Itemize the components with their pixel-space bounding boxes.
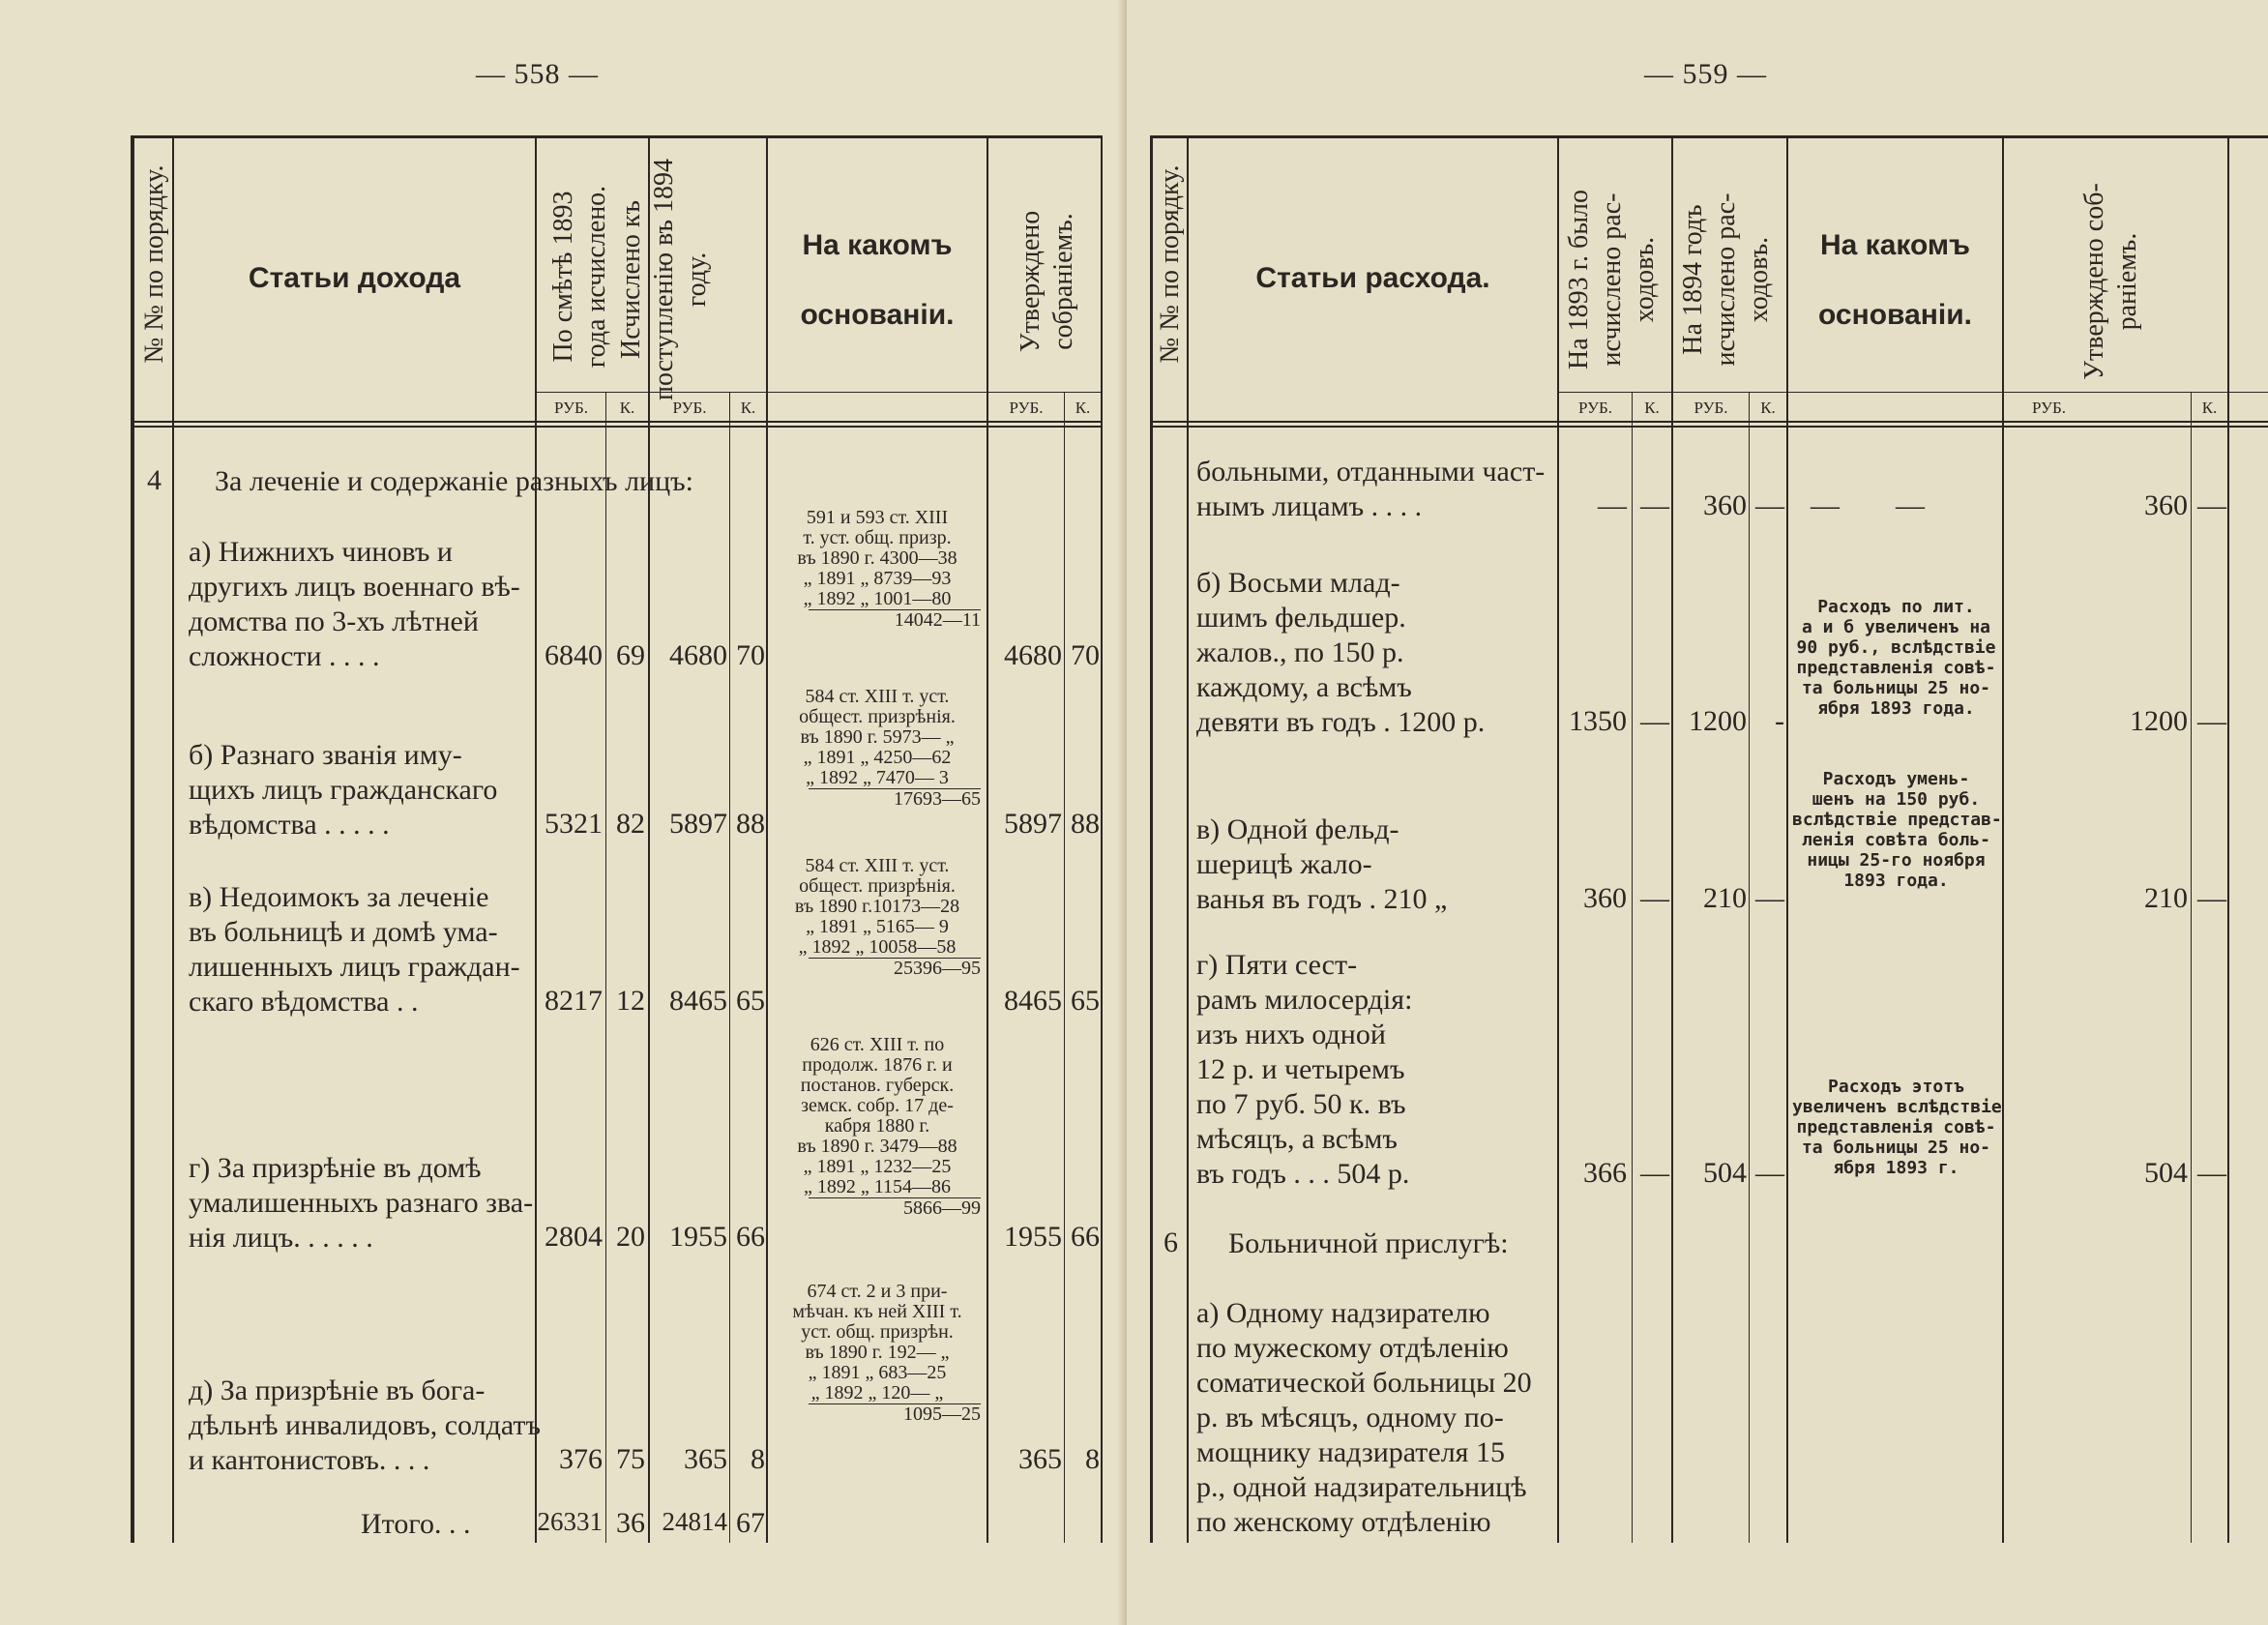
header-num: № № по порядку. — [1155, 164, 1185, 364]
row-label: а) Нижнихъ чиновъ и — [189, 536, 453, 568]
header-approved: Утверждено соб-раніемъ. — [2079, 183, 2142, 380]
note-line: въ 1890 г. 4300—38 — [797, 547, 957, 569]
approved-rub: 1200 — [2130, 705, 2188, 737]
approved-kop: 88 — [1071, 808, 1100, 840]
estimate-rub: 5321 — [545, 808, 603, 840]
note-line: 1893 года. — [1843, 871, 1949, 891]
basis-dash: — — [1811, 489, 1840, 521]
note-line: „ 1891 „ 5165— 9 — [806, 916, 949, 937]
est-1893-rub: 1350 — [1569, 705, 1627, 737]
approved-rub: 1955 — [1004, 1221, 1062, 1253]
header-approved: Утверждено собраніемъ. — [1016, 210, 1078, 353]
calc-rub: 365 — [684, 1443, 727, 1475]
total-calc-rub: 24814 — [662, 1507, 727, 1536]
total-calc-kop: 67 — [736, 1507, 765, 1539]
approved-kop: 66 — [1071, 1221, 1100, 1253]
row-label: г) За призрѣніе въ домѣ — [189, 1152, 482, 1184]
estimate-rub: 6840 — [545, 639, 603, 671]
approved-kop: — — [2197, 882, 2226, 914]
note-line: Расходъ по лит. — [1817, 597, 1975, 617]
calc-kop: 70 — [736, 639, 765, 671]
row-number: 4 — [147, 464, 162, 496]
section-line: мощнику надзирателя 15 — [1196, 1436, 1505, 1468]
note-line: продолж. 1876 г. и — [802, 1054, 953, 1076]
calc-rub: 8465 — [669, 985, 727, 1017]
estimate-rub: 8217 — [545, 985, 603, 1017]
unit-rub: РУБ. — [1694, 399, 1728, 417]
row-label: шимъ фельдшер. — [1196, 602, 1406, 634]
row-label: мѣсяцъ, а всѣмъ — [1196, 1123, 1398, 1155]
approved-kop: 65 — [1071, 985, 1100, 1017]
header-estimate-1893: По смѣтѣ 1893 года исчислено. — [548, 185, 611, 369]
note-line: представленія совѣ- — [1796, 658, 1996, 678]
header-basis: На какомъ основаніи. — [800, 229, 955, 331]
row-label: нія лицъ. . . . . . — [189, 1222, 373, 1254]
calc-kop: 88 — [736, 808, 765, 840]
row-label: домства по 3-хъ лѣтней — [189, 606, 479, 637]
row-label: въ годъ . . . 504 р. — [1196, 1158, 1410, 1190]
header-num: № № по порядку. — [139, 164, 169, 364]
header-calc-1894: На 1894 годъ исчислено рас-ходовъ. — [1678, 192, 1774, 367]
unit-kop: К. — [1075, 399, 1091, 417]
note-line: а и б увеличенъ на — [1801, 617, 1991, 637]
est-1893-kop: — — [1640, 1157, 1669, 1189]
note-line: ября 1893 г. — [1833, 1158, 1959, 1178]
row-label: г) Пяти сест- — [1196, 949, 1358, 981]
estimate-kop: 12 — [616, 985, 645, 1017]
row-label: другихъ лицъ военнаго вѣ- — [189, 571, 520, 603]
row-label: скаго вѣдомства . . — [189, 986, 419, 1018]
unit-rub: РУБ. — [672, 399, 707, 417]
est-1893-rub: 366 — [1583, 1157, 1627, 1189]
note-line: въ 1890 г. 3479—88 — [797, 1136, 957, 1157]
row-label: сложности . . . . — [189, 640, 380, 672]
page-number: — 559 — — [1644, 58, 1767, 90]
note-line: Расходъ этотъ — [1828, 1077, 1964, 1097]
est-1893-kop: — — [1640, 705, 1669, 737]
unit-kop: К. — [619, 399, 635, 417]
header-est-1893: На 1893 г. было исчислено рас-ходовъ. — [1564, 190, 1660, 370]
note-line: 1095—25 — [809, 1403, 981, 1425]
row-label: б) Разнаго званія иму- — [189, 739, 462, 771]
note-line: „ 1892 „ 1154—86 — [803, 1176, 951, 1197]
total-estimate-rub: 26331 — [537, 1507, 603, 1536]
calc-rub: 4680 — [669, 639, 727, 671]
unit-rub: РУБ. — [2031, 399, 2067, 417]
calc-1894-rub: 504 — [1703, 1157, 1747, 1189]
left-page — [0, 0, 1127, 1625]
note-line: постанов. губерск. — [800, 1075, 955, 1096]
note-line: кабря 1880 г. — [824, 1115, 930, 1137]
calc-1894-rub: 1200 — [1689, 705, 1747, 737]
header-basis: На какомъ основаніи. — [1817, 229, 1973, 331]
row-label: ванья въ годъ . 210 „ — [1196, 883, 1448, 915]
note-line: ября 1893 года. — [1817, 698, 1975, 719]
note-line: ленія совѣта боль- — [1801, 830, 1991, 850]
note-line: 5866—99 — [809, 1197, 981, 1219]
row-label: рамъ милосердія: — [1196, 984, 1413, 1016]
header-calc-1894: Исчислено къ поступленію въ 1894 году. — [616, 158, 712, 401]
note-line: уст. общ. призрѣн. — [801, 1321, 954, 1343]
note-line: увеличенъ вслѣдствіе — [1792, 1097, 2002, 1117]
note-line: „ 1891 „ 683—25 — [808, 1362, 947, 1383]
approved-kop: — — [2197, 705, 2226, 737]
row-label: лишенныхъ лицъ граждан- — [189, 951, 520, 983]
calc-1894-kop: — — [1755, 489, 1784, 521]
section-line: соматической больницы 20 — [1196, 1367, 1532, 1399]
note-line: „ 1892 „ 7470— 3 — [806, 767, 949, 788]
basis-dash: — — [1896, 489, 1925, 521]
note-line: та больницы 25 но- — [1801, 1138, 1991, 1158]
total-estimate-kop: 36 — [616, 1507, 645, 1539]
note-line: 90 руб., вслѣдствіе — [1796, 637, 1996, 658]
note-line: 17693—65 — [809, 788, 981, 810]
unit-kop: К. — [1760, 399, 1776, 417]
row-label: вѣдомства . . . . . — [189, 809, 390, 841]
row-label: изъ нихъ одной — [1196, 1019, 1386, 1050]
unit-rub: РУБ. — [1577, 399, 1613, 417]
estimate-kop: 75 — [616, 1443, 645, 1475]
note-line: въ 1890 г. 5973— „ — [800, 726, 955, 748]
row-label: б) Восьми млад- — [1196, 567, 1400, 599]
note-line: въ 1890 г.10173—28 — [794, 896, 960, 917]
right-page — [1127, 0, 2268, 1625]
note-line: вслѣдствіе предстaв- — [1792, 810, 2002, 830]
row-label: въ больницѣ и домѣ ума- — [189, 916, 498, 948]
note-line: 626 ст. XIII т. по — [810, 1034, 945, 1055]
unit-kop: К. — [740, 399, 756, 417]
row-number: 6 — [1163, 1226, 1178, 1258]
note-line: земск. собр. 17 де- — [801, 1095, 954, 1116]
unit-kop: К. — [2201, 399, 2218, 417]
calc-1894-kop: — — [1755, 882, 1784, 914]
estimate-rub: 376 — [559, 1443, 603, 1475]
row-label: щихъ лицъ гражданскаго — [189, 774, 498, 806]
row-label: каждому, а всѣмъ — [1196, 671, 1412, 703]
approved-kop: — — [2197, 489, 2226, 521]
approved-rub: 4680 — [1004, 639, 1062, 671]
section-line: р. въ мѣсяцъ, одному по- — [1196, 1402, 1504, 1433]
estimate-rub: 2804 — [545, 1221, 603, 1253]
note-line: „ 1892 „ 10058—58 — [798, 936, 957, 958]
unit-kop: К. — [1644, 399, 1660, 417]
section-line: по мужескому отдѣленію — [1196, 1332, 1509, 1364]
calc-1894-rub: 210 — [1703, 882, 1747, 914]
row-label: 12 р. и четыремъ — [1196, 1053, 1405, 1085]
est-1893-kop: — — [1640, 882, 1669, 914]
section-line: по женскому отдѣленію — [1196, 1506, 1491, 1538]
approved-rub: 360 — [2144, 489, 2188, 521]
calc-rub: 1955 — [669, 1221, 727, 1253]
note-line: общест. призрѣнія. — [799, 706, 956, 727]
calc-rub: 5897 — [669, 808, 727, 840]
note-line: ницы 25-го ноября — [1807, 850, 1986, 871]
note-line: въ 1890 г. 192— „ — [805, 1342, 950, 1363]
page-number: — 558 — — [476, 58, 599, 90]
section-line: а) Одному надзирателю — [1196, 1297, 1490, 1329]
header-items: Статьи дохода — [248, 261, 461, 294]
row-label: по 7 руб. 50 к. въ — [1196, 1088, 1406, 1120]
unit-rub: РУБ. — [1009, 399, 1044, 417]
calc-kop: 8 — [751, 1443, 765, 1475]
estimate-kop: 20 — [616, 1221, 645, 1253]
note-line: та больницы 25 но- — [1801, 678, 1991, 698]
calc-1894-kop: - — [1775, 705, 1784, 737]
calc-1894-rub: 360 — [1703, 489, 1747, 521]
note-line: шенъ на 150 руб. — [1811, 789, 1981, 810]
row-label: в) Одной фельд- — [1196, 813, 1399, 845]
est-1893-kop: — — [1640, 489, 1669, 521]
note-line: „ 1892 „ 1001—80 — [803, 588, 952, 609]
note-line: 584 ст. XIII т. уст. — [805, 686, 950, 707]
approved-rub: 210 — [2144, 882, 2188, 914]
row-label: жалов., по 150 р. — [1196, 636, 1404, 668]
note-line: общест. призрѣнія. — [799, 875, 956, 897]
approved-kop: — — [2197, 1157, 2226, 1189]
section-title: Больничной прислугѣ: — [1228, 1227, 1509, 1259]
note-line: т. уст. общ. призр. — [803, 527, 952, 548]
note-line: 14042—11 — [809, 609, 981, 631]
row-label: нымъ лицамъ . . . . — [1196, 490, 1423, 522]
approved-rub: 8465 — [1004, 985, 1062, 1017]
note-line: 584 ст. XIII т. уст. — [805, 855, 950, 876]
header-items: Статьи расхода. — [1255, 261, 1490, 294]
note-line: мѣчан. къ ней XIII т. — [792, 1301, 962, 1322]
row-label: дѣльнѣ инвалидовъ, солдатъ — [189, 1409, 542, 1441]
calc-kop: 65 — [736, 985, 765, 1017]
calc-kop: 66 — [736, 1221, 765, 1253]
note-line: 25396—95 — [809, 958, 981, 979]
note-line: 591 и 593 ст. XIII — [806, 507, 949, 528]
approved-kop: 8 — [1085, 1443, 1100, 1475]
note-line: Расходъ умень- — [1822, 769, 1970, 789]
est-1893-rub: — — [1598, 489, 1627, 521]
approved-rub: 365 — [1018, 1443, 1062, 1475]
approved-kop: 70 — [1071, 639, 1100, 671]
est-1893-rub: 360 — [1583, 882, 1627, 914]
section-line: р., одной надзирательницѣ — [1196, 1471, 1527, 1503]
estimate-kop: 82 — [616, 808, 645, 840]
note-line: „ 1892 „ 120— „ — [810, 1382, 944, 1403]
row-label: шерицѣ жало- — [1196, 848, 1372, 880]
note-line: 674 ст. 2 и 3 при- — [807, 1281, 948, 1302]
row-label: девяти въ годъ . 1200 р. — [1196, 706, 1486, 738]
unit-rub: РУБ. — [553, 399, 589, 417]
approved-rub: 504 — [2144, 1157, 2188, 1189]
calc-1894-kop: — — [1755, 1157, 1784, 1189]
estimate-kop: 69 — [616, 639, 645, 671]
row-label: и кантонистовъ. . . . — [189, 1444, 430, 1476]
row-label: д) За призрѣніе въ бога- — [189, 1374, 486, 1406]
row-label: в) Недоимокъ за леченіе — [189, 881, 489, 913]
note-line: „ 1891 „ 8739—93 — [803, 568, 952, 589]
note-line: „ 1891 „ 4250—62 — [803, 747, 952, 768]
approved-rub: 5897 — [1004, 808, 1062, 840]
section-title: За леченіе и содержаніе разныхъ лицъ: — [215, 465, 693, 497]
total-label: Итого. . . — [361, 1508, 471, 1540]
note-line: представленія совѣ- — [1796, 1117, 1996, 1138]
row-label: больными, отданными част- — [1196, 456, 1546, 488]
note-line: „ 1891 „ 1232—25 — [803, 1156, 952, 1177]
row-label: умалишенныхъ разнаго зва- — [189, 1187, 534, 1219]
